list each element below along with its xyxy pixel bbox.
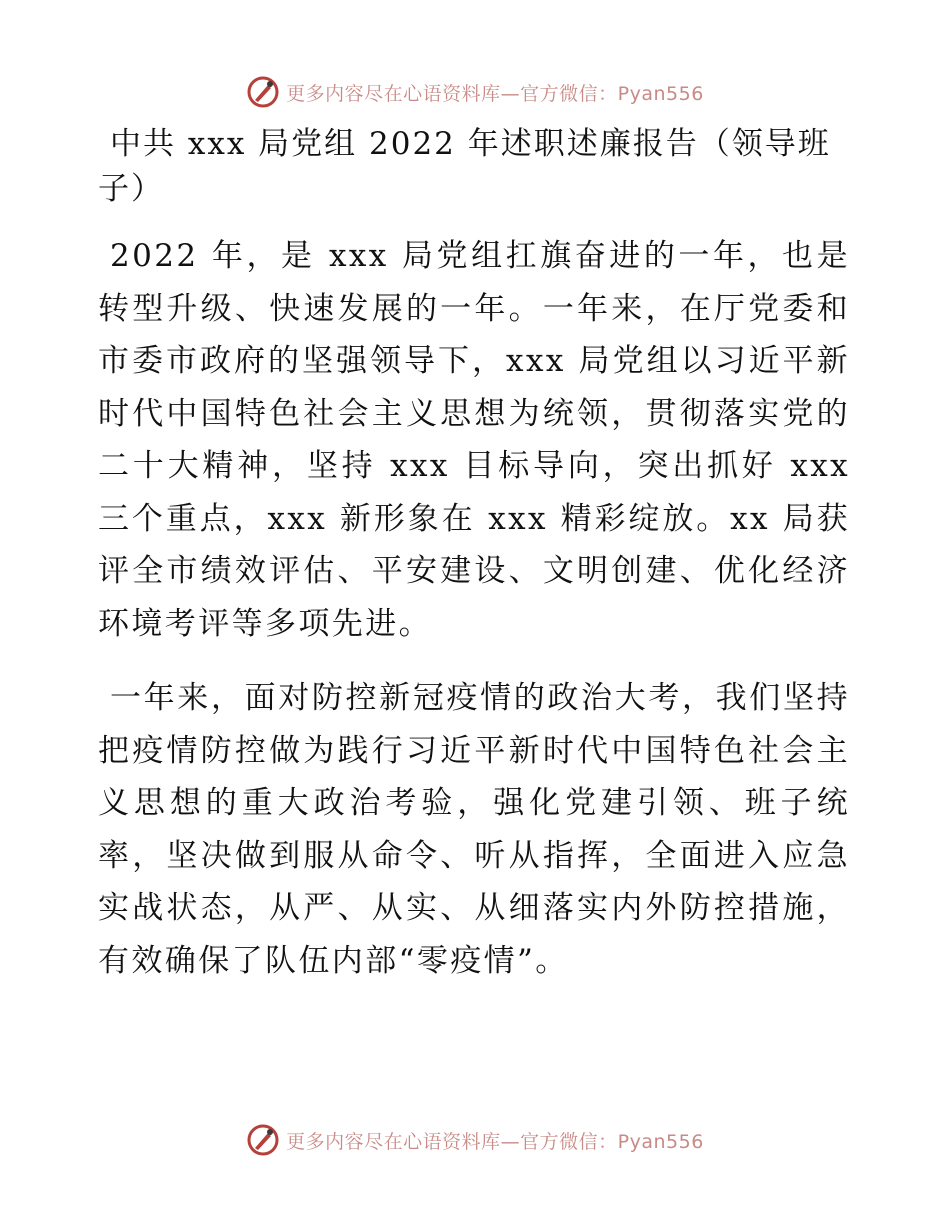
watermark-text: 更多内容尽在心语资料库—官方微信：Pyan556	[286, 82, 704, 105]
paragraph-2: 一年来，面对防控新冠疫情的政治大考，我们坚持把疫情防控做为践行习近平新时代中国特色社会主义思想的重大政治考验，强化党建引领、班子统率，坚决做到服从命令、听从指挥，全面进入应急实战状态，从严、从实、从细落实内外防控措施，有效确保了队伍内部“零疫情”。	[98, 680, 850, 979]
pen-circle-logo-icon	[246, 75, 280, 109]
paragraph-1: 2022 年，是 xxx 局党组扛旗奋进的一年，也是转型升级、快速发展的一年。一年来，在厅党委和市委市政府的坚强领导下，xxx 局党组以习近平新时代中国特色社会主义思想为统领，贯彻落实党的二十大精神，坚持 xxx 目标导向，突出抓好 xxx 三个重点，xxx 新形象在 xxx 精彩绽放。xx 局获评全市绩效评估、平安建设、文明创建、优化经济环境考评等多项先进。	[98, 238, 850, 642]
document-body	[98, 122, 850, 987]
header-watermark	[0, 72, 950, 112]
pen-circle-logo-icon	[246, 1123, 280, 1157]
watermark-text: 更多内容尽在心语资料库—官方微信：Pyan556	[286, 1130, 704, 1153]
footer-watermark	[0, 1120, 950, 1160]
document-title: 中共 xxx 局党组 2022 年述职述廉报告（领导班子）	[98, 126, 831, 207]
